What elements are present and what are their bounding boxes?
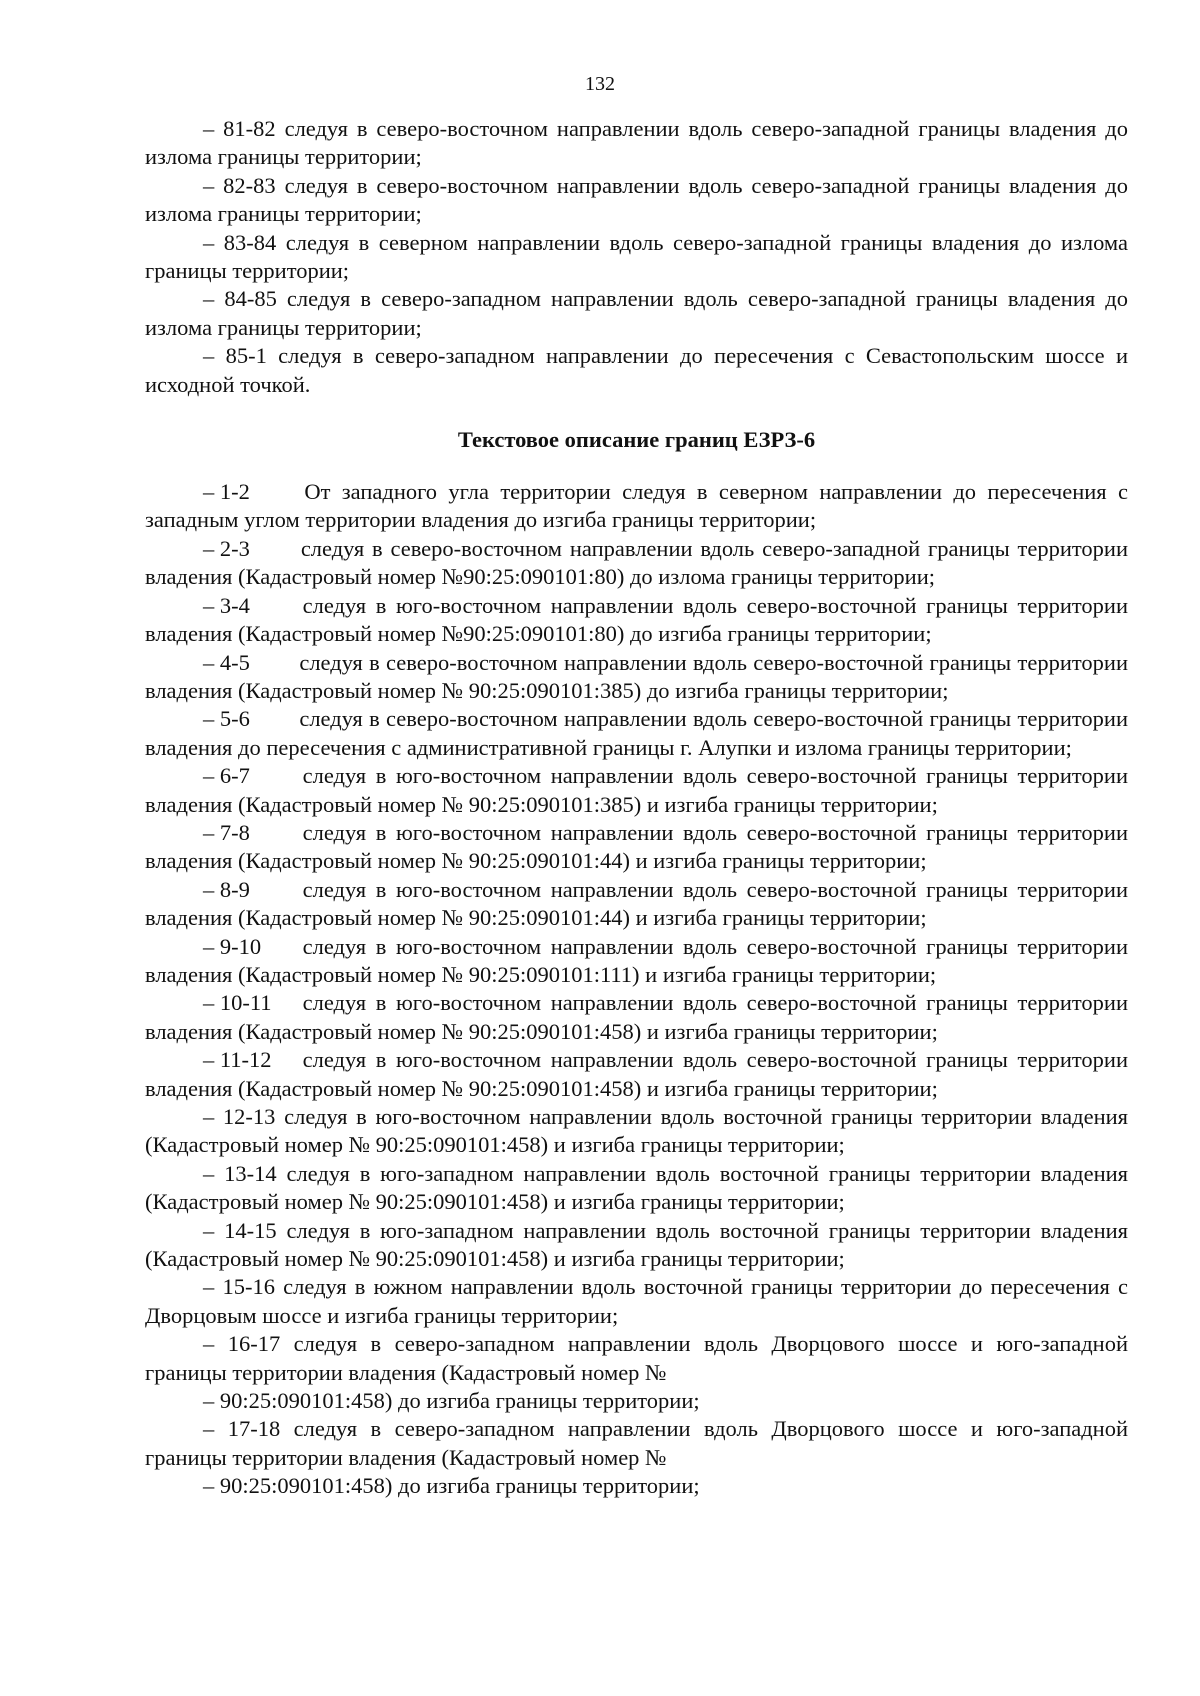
- segment-description: следуя в северо-восточном направлении вдоль северо-западной границы владения до излома границы территории;: [145, 116, 1129, 170]
- segment-description: до изгиба границы территории;: [398, 1388, 700, 1414]
- segment-description: до изгиба границы территории;: [398, 1473, 700, 1499]
- segment-number: – 4-5: [203, 649, 250, 675]
- segment-description: следуя в юго-восточном направлении вдоль северо-восточной границы территории владения (Кадастровый номер № 90:25:090101:458) и изгиба границы территории;: [145, 1047, 1128, 1101]
- segment-description: следуя в юго-западном направлении вдоль восточной границы территории владения (Кадастровый номер № 90:25:090101:458) и изгиба границы территории;: [145, 1217, 1129, 1272]
- segment-number: – 9-10: [203, 933, 262, 959]
- segment-number: – 90:25:090101:458): [203, 1473, 393, 1499]
- segment-number: – 3-4: [203, 592, 250, 618]
- boundary-segment-paragraph: [145, 592, 1128, 649]
- boundary-segment-paragraph: [145, 1472, 1128, 1500]
- boundary-segment-paragraph: [145, 1046, 1128, 1103]
- section-heading: Текстовое описание границ ЕЗРЗ-6: [457, 427, 816, 453]
- segment-description: следуя в северо-западном направлении вдоль северо-западной границы владения до излома границы территории;: [145, 286, 1129, 340]
- segment-description: следуя в юго-восточном направлении вдоль северо-восточной границы территории владения (Кадастровый номер № 90:25:090101:44) и изгиба границы территории;: [145, 876, 1128, 931]
- boundary-segment-paragraph: [145, 1330, 1128, 1387]
- section-ezrz6-points-continued: [145, 1103, 1128, 1501]
- segment-description: следуя в северо-восточном направлении вдоль северо-западной границы территории владения (Кадастровый номер №90:25:090101:80) до излома границы территории;: [145, 535, 1128, 590]
- segment-number: – 11-12: [203, 1047, 272, 1073]
- boundary-segment-paragraph: [145, 1387, 1128, 1415]
- segment-number: – 10-11: [203, 990, 272, 1016]
- boundary-segment-paragraph: [145, 229, 1128, 286]
- boundary-segment-paragraph: [145, 649, 1128, 706]
- segment-number: – 1-2: [203, 479, 250, 505]
- segment-description: От западного угла территории следуя в северном направлении до пересечения с западным углом территории владения до изгиба границы территории;: [145, 479, 1128, 533]
- segment-number: – 16-17: [203, 1331, 281, 1357]
- segment-description: следуя в северном направлении вдоль северо-западной границы владения до излома границы территории;: [145, 229, 1129, 284]
- boundary-segment-paragraph: [145, 1103, 1128, 1160]
- segment-number: – 14-15: [203, 1217, 277, 1243]
- boundary-segment-paragraph: [145, 1273, 1128, 1330]
- segment-number: – 17-18: [203, 1416, 281, 1442]
- segment-description: следуя в юго-восточном направлении вдоль северо-восточной границы территории владения (Кадастровый номер № 90:25:090101:44) и изгиба границы территории;: [145, 819, 1128, 874]
- segment-description: следуя в северо-западном направлении до пересечения с Севастопольским шоссе и исходной точкой.: [145, 343, 1128, 397]
- boundary-segment-paragraph: [145, 819, 1128, 876]
- section-ezrz5-end: [145, 115, 1128, 399]
- segment-number: – 90:25:090101:458): [203, 1388, 393, 1414]
- segment-description: следуя в юго-западном направлении вдоль восточной границы территории владения (Кадастровый номер № 90:25:090101:458) и изгиба границы территории;: [145, 1160, 1129, 1215]
- segment-number: – 2-3: [203, 535, 250, 561]
- boundary-segment-paragraph: [145, 1415, 1128, 1472]
- segment-number: – 8-9: [203, 876, 250, 902]
- segment-description: следуя в северо-восточном направлении вдоль северо-восточной границы территории владения (Кадастровый номер № 90:25:090101:385) до изгиба границы территории;: [145, 649, 1128, 703]
- boundary-segment-paragraph: [145, 342, 1128, 399]
- segment-number: – 6-7: [203, 763, 250, 789]
- boundary-segment-paragraph: [145, 115, 1128, 172]
- boundary-segment-paragraph: [145, 285, 1128, 342]
- segment-description: следуя в южном направлении вдоль восточной границы территории до пересечения с Дворцовым шоссе и изгиба границы территории;: [145, 1274, 1128, 1328]
- boundary-segment-paragraph: [145, 535, 1128, 592]
- segment-description: следуя в северо-восточном направлении вдоль северо-восточной границы территории владения до пересечения с административной границы г. Алупки и излома границы территории;: [145, 706, 1128, 760]
- boundary-segment-paragraph: [145, 705, 1128, 762]
- segment-description: следуя в северо-восточном направлении вдоль северо-западной границы владения до излома границы территории;: [145, 172, 1129, 227]
- boundary-segment-paragraph: [145, 1160, 1128, 1217]
- segment-description: следуя в юго-восточном направлении вдоль северо-восточной границы территории владения (Кадастровый номер № 90:25:090101:385) и изгиба границы территории;: [145, 763, 1128, 817]
- boundary-segment-paragraph: [145, 172, 1128, 229]
- segment-number: – 84-85: [203, 286, 277, 312]
- segment-description: следуя в юго-восточном направлении вдоль восточной границы территории владения (Кадастровый номер № 90:25:090101:458) и изгиба границы территории;: [145, 1104, 1128, 1158]
- segment-number: – 12-13: [203, 1104, 276, 1129]
- boundary-segment-paragraph: [145, 762, 1128, 819]
- segment-number: – 85-1: [203, 343, 267, 369]
- boundary-segment-paragraph: [145, 478, 1128, 535]
- segment-description: следуя в юго-восточном направлении вдоль северо-восточной границы территории владения (Кадастровый номер № 90:25:090101:111) и изгиба границы территории;: [145, 933, 1128, 987]
- boundary-segment-paragraph: [145, 989, 1128, 1046]
- page-number: 132: [585, 73, 615, 95]
- boundary-segment-paragraph: [145, 1217, 1128, 1274]
- boundary-segment-paragraph: [145, 933, 1128, 990]
- segment-description: следуя в северо-западном направлении вдоль Дворцового шоссе и юго-западной границы территории владения (Кадастровый номер №: [145, 1416, 1129, 1470]
- segment-number: – 7-8: [203, 819, 250, 845]
- document-body: [145, 115, 1128, 1501]
- segment-number: – 81-82: [203, 116, 276, 141]
- segment-number: – 5-6: [203, 706, 250, 732]
- boundary-segment-paragraph: [145, 876, 1128, 933]
- segment-number: – 83-84: [203, 229, 277, 255]
- segment-description: следуя в юго-восточном направлении вдоль северо-восточной границы территории владения (Кадастровый номер № 90:25:090101:458) и изгиба границы территории;: [145, 990, 1128, 1044]
- section-ezrz6-points: [145, 478, 1128, 1103]
- segment-number: – 15-16: [203, 1274, 275, 1300]
- segment-description: следуя в северо-западном направлении вдоль Дворцового шоссе и юго-западной границы территории владения (Кадастровый номер №: [145, 1331, 1129, 1385]
- segment-number: – 82-83: [203, 172, 276, 198]
- segment-description: следуя в юго-восточном направлении вдоль северо-восточной границы территории владения (Кадастровый номер №90:25:090101:80) до изгиба границы территории;: [145, 592, 1128, 647]
- segment-number: – 13-14: [203, 1160, 277, 1186]
